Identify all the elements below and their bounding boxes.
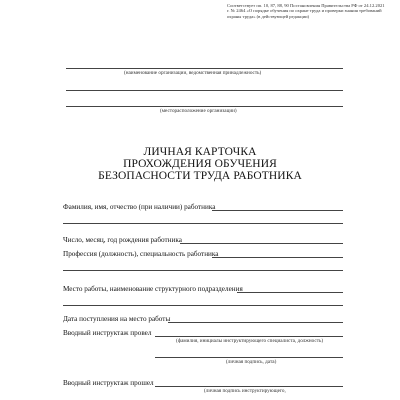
- instructor-signature-line[interactable]: [155, 357, 343, 358]
- workplace-label: Место работы, наименование структурного подразделения: [63, 285, 243, 293]
- intro-briefing-passed-line[interactable]: [155, 386, 343, 387]
- intro-briefing-passed-label: Вводный инструктаж прошел: [63, 379, 154, 387]
- profession-line-2[interactable]: [63, 270, 343, 271]
- document-title-line-2: ПРОХОЖДЕНИЯ ОБУЧЕНИЯ: [123, 158, 277, 170]
- org-location-caption: (месторасположение организации): [160, 108, 237, 114]
- profession-line[interactable]: [212, 257, 343, 258]
- org-name-line-2: [66, 90, 343, 91]
- org-location-line: [66, 106, 343, 107]
- birth-date-label: Число, месяц, год рождения работника: [63, 236, 182, 244]
- birth-date-line[interactable]: [180, 243, 343, 244]
- intro-briefing-conducted-line[interactable]: [155, 336, 343, 337]
- legal-reference-note: Соответствует пп. 10, 87, 88, 90 Постановления Правительства РФ от 24.12.2021 г. № 2464 «О порядке обучения по охране труда и проверки знания требований охраны труда» (в действующей редакции): [227, 3, 385, 19]
- org-name-line: [66, 68, 343, 69]
- instructor-caption: (фамилия, инициалы инструктирующего специалиста, должность): [176, 338, 324, 344]
- full-name-line[interactable]: [212, 210, 343, 211]
- instructor-signature-caption: (личная подпись инструктирующего,: [204, 388, 286, 394]
- workplace-line-2[interactable]: [63, 305, 343, 306]
- intro-briefing-conducted-label: Вводный инструктаж провел: [63, 329, 152, 337]
- document-title-line-1: ЛИЧНАЯ КАРТОЧКА: [143, 146, 257, 158]
- full-name-label: Фамилия, имя, отчество (при наличии) работника: [63, 203, 216, 211]
- workplace-line[interactable]: [237, 292, 343, 293]
- signature-date-caption: (личная подпись, дата): [226, 359, 277, 365]
- document-title-line-3: БЕЗОПАСНОСТИ ТРУДА РАБОТНИКА: [98, 170, 302, 182]
- hire-date-line[interactable]: [168, 322, 343, 323]
- hire-date-label: Дата поступления на место работы: [63, 315, 171, 323]
- profession-label: Профессия (должность), специальность работника: [63, 250, 219, 258]
- full-name-line-2[interactable]: [63, 223, 343, 224]
- org-name-caption: (наименование организации, ведомственная принадлежность): [124, 70, 262, 76]
